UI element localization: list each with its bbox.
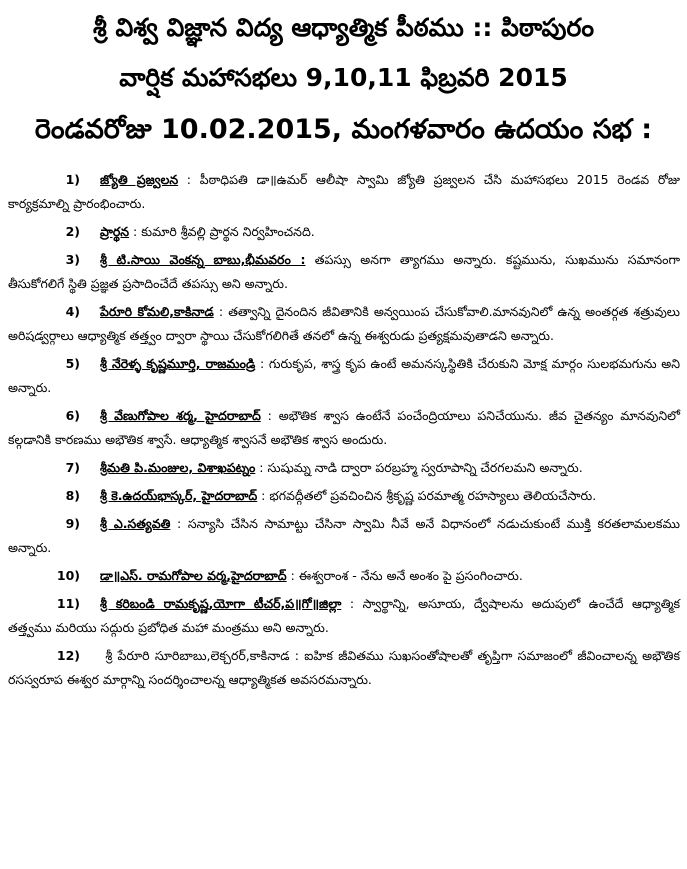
item-number: 9) xyxy=(65,516,80,531)
item-label: శ్రీమతి పి.మంజుల, విశాఖపట్నం xyxy=(100,460,256,475)
item-text: తపస్సు అనగా త్యాగము అన్నారు. కష్టమును, సుఖమును సమానంగా తీసుకోగలిగే స్థితి ప్రజ్ఞత ప్రసాదించేదే తపస్సు అని అన్నారు. xyxy=(8,252,680,291)
session-heading: రెండవరోజు 10.02.2015, మంగళవారం ఉదయం సభ : xyxy=(34,114,653,145)
item-number: 4) xyxy=(65,304,80,319)
list-item xyxy=(8,168,680,216)
list-item xyxy=(8,352,680,400)
item-number: 6) xyxy=(65,408,80,423)
item-label: పేరూరి కోమలి,కాకినాడ xyxy=(100,304,214,319)
item-text: : భగవద్గీతలో ప్రవచించిన శ్రీకృష్ణ పరమాత్మ రహస్యాలు తెలియచేసారు. xyxy=(257,488,597,503)
list-item xyxy=(8,564,680,588)
list-item xyxy=(8,456,680,480)
item-number: 10) xyxy=(56,568,80,583)
item-text: : తత్వాన్ని దైనందిన జీవితానికి అన్వయింప చేసుకోవాలి.మానవునిలో ఉన్న అంతర్గత శత్రువులు అరిషడ్వర్గాలు ఆధ్యాత్మిక తత్త్వం ద్వారా స్థాయి చేసుకోగలిగితే తనలో ఉన్న ఈశ్వరుడు ప్రత్యక్షమవుతాడని అన్నారు. xyxy=(8,304,680,343)
item-number: 2) xyxy=(65,224,80,239)
item-label: శ్రీ ఎ.సత్యవతి xyxy=(100,516,171,531)
item-label: జ్యోతి ప్రజ్వలన xyxy=(100,172,179,187)
item-text: : పీఠాధిపతి డా॥ఉమర్ ఆలీషా స్వామి జ్యోతి ప్రజ్వలన చేసి మహాసభలు 2015 రెండవ రోజు కార్యక్రమాల్ని ప్రారంభించారు. xyxy=(8,172,680,211)
item-number: 1) xyxy=(65,172,80,187)
item-number: 3) xyxy=(65,252,80,267)
item-text: : ఈశ్వరాంశ - నేను అనే అంశం పై ప్రసంగించారు. xyxy=(286,568,523,583)
item-label: డా॥ఎస్. రామగోపాల వర్మ,హైదరాబాద్ xyxy=(100,568,287,583)
list-item xyxy=(8,300,680,348)
item-label: శ్రీ నేరెళ్ళ కృష్ణమూర్తి, రాజమండ్రి xyxy=(100,356,256,371)
list-item xyxy=(8,484,680,508)
list-item xyxy=(8,512,680,560)
item-label: శ్రీ టి.సాయి వెంకన్న బాబు,భీమవరం : xyxy=(100,252,306,267)
list-item xyxy=(8,592,680,640)
event-subtitle: వార్షిక మహాసభలు 9,10,11 ఫిబ్రవరి 2015 xyxy=(119,63,568,92)
list-item xyxy=(8,248,680,296)
list-item xyxy=(8,644,680,692)
item-text: : కుమారి శ్రీవల్లి ప్రార్థన నిర్వహించనది. xyxy=(129,224,315,239)
item-text: : సుషుమ్న నాడి ద్వారా పరబ్రహ్మ స్వరూపాన్ని చేరగలమని అన్నారు. xyxy=(255,460,583,475)
item-label: శ్రీ వేణుగోపాల శర్మ, హైదరాబాద్ xyxy=(100,408,261,423)
item-label: ప్రార్థన xyxy=(100,224,130,239)
list-item xyxy=(8,404,680,452)
item-label: శ్రీ కె.ఉదయ్‌భాస్కర్, హైదరాబాద్ xyxy=(100,488,258,503)
page-title: శ్రీ విశ్వ విజ్ఞాన విద్య ఆధ్యాత్మిక పీఠము :: పిఠాపురం xyxy=(93,13,594,42)
item-label: శ్రీ కరిబండి రామకృష్ణ,యోగా టీచర్,ప॥గో॥జిల్లా xyxy=(100,596,342,611)
list-item xyxy=(8,220,680,244)
item-number: 8) xyxy=(65,488,80,503)
item-text: : అభౌతిక శ్వాస ఉంటేనే పంచేంద్రియాలు పనిచేయును. జీవ చైతన్యం మానవునిలో కల్గడానికి కారణము అభౌతిక శ్వాసే. ఆధ్యాత్మిక శ్వాసనే అభౌతిక శ్వాస అందురు. xyxy=(8,408,681,447)
item-text: : గురుకృప, శాస్త్ర కృప ఉంటే అమనస్కస్థితికి చేరుకుని మోక్ష మార్గం సులభమగును అని అన్నారు. xyxy=(8,356,680,395)
item-number: 11) xyxy=(56,596,80,611)
item-number: 12) xyxy=(56,648,80,663)
item-text: శ్రీ పేరూరి సూరిబాబు,లెక్చరర్,కాకినాడ : ఐహిక జీవితము సుఖసంతోషాలతో తృప్తిగా సమాజంలో జీవించాలన్న అభౌతిక రసస్వరూప ఈశ్వర మార్గాన్ని సందర్శించాలన్న ఆధ్యాత్మికత అవసరమన్నారు. xyxy=(8,648,680,687)
item-text: : స్వార్థాన్ని, అసూయ, ద్వేషాలను అదుపులో ఉంచేదే ఆధ్యాత్మిక తత్త్వము మరియు సద్గురు ప్రబోధిత మహా మంత్రము అని అన్నారు. xyxy=(8,596,680,635)
item-number: 7) xyxy=(65,460,80,475)
item-text: : సన్యాసి చేసిన సామాట్టు చేసినా స్వామి నీవే అనే విధానంలో నడుచుకుంటే ముక్తి కరతలామలకము అన్నారు. xyxy=(8,516,680,555)
item-number: 5) xyxy=(65,356,80,371)
agenda-list xyxy=(8,168,680,696)
